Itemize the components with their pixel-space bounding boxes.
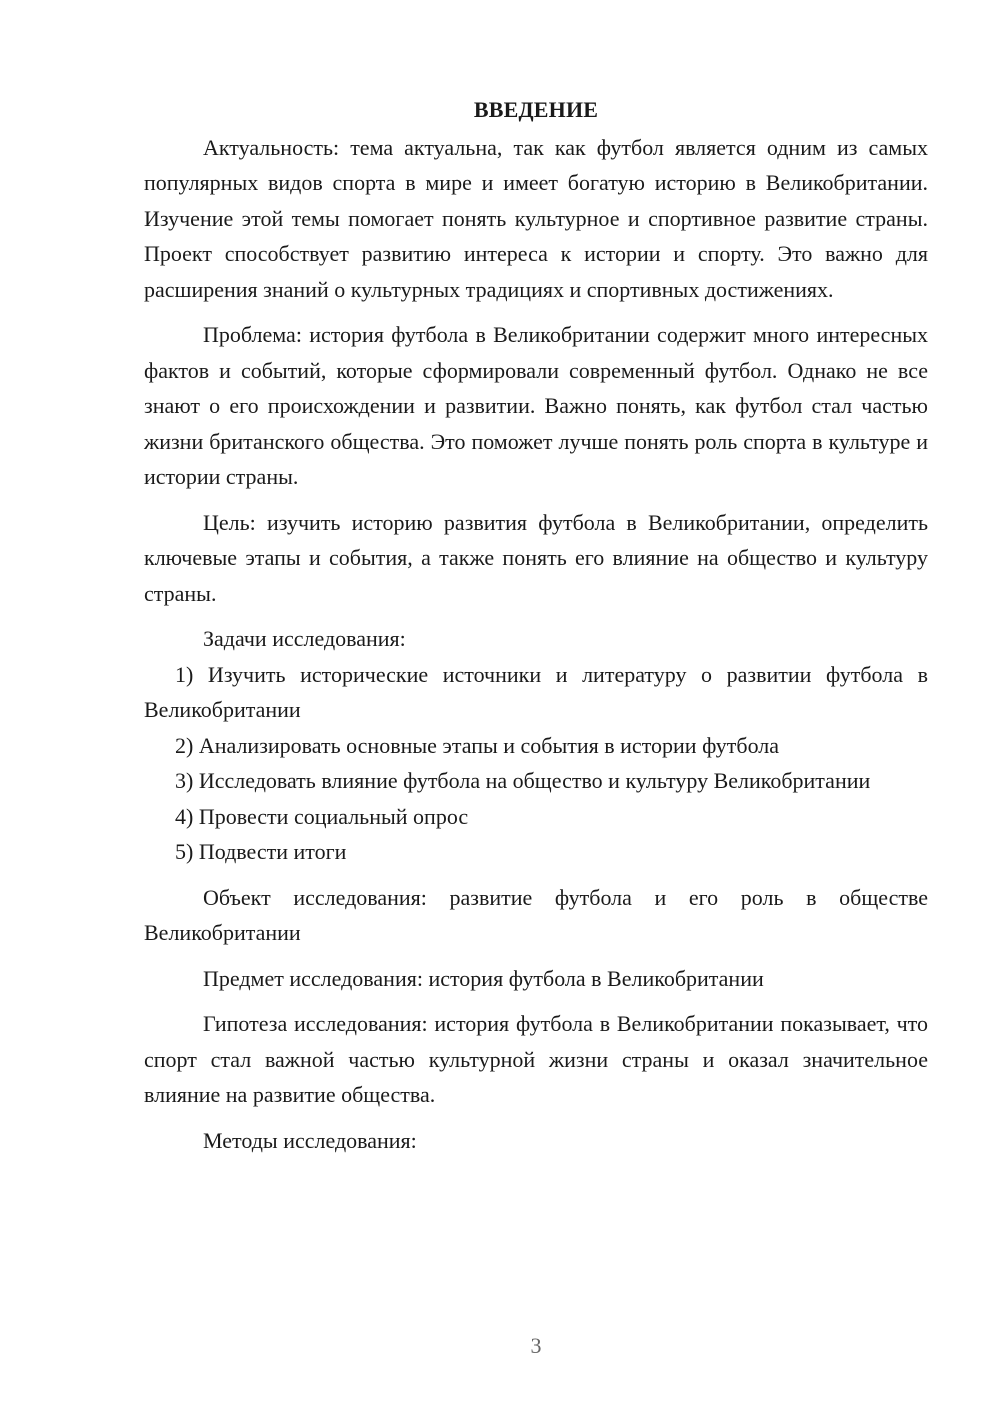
paragraph-goal: Цель: изучить историю развития футбола в Великобритании, определить ключевые этапы и события, а также понять его влияние на общество и культуру страны. bbox=[144, 509, 928, 606]
paragraph-tasks-title: Задачи исследования: bbox=[203, 626, 406, 651]
task-item-4: 4) Провести социальный опрос bbox=[175, 803, 469, 829]
page-number: 3 bbox=[530, 1333, 542, 1358]
paragraph-methods-title: Методы исследования: bbox=[203, 1127, 417, 1153]
paragraph-relevance: Актуальность: тема актуальна, так как футбол является одним из самых популярных видов спорта в мире и имеет богатую историю в Великобритании. Изучение этой темы помогает понять культурное и спортивное развитие страны. Проект способствует развитию интереса к истории и спорту. Это важно для расширения знаний о культурных традициях и спортивных достижениях. bbox=[144, 134, 928, 302]
paragraph-hypothesis: Гипотеза исследования: история футбола в Великобритании показывает, что спорт стал важной частью культурной жизни страны и оказал значительное влияние на развитие общества. bbox=[144, 1011, 928, 1107]
task-item-3: 3) Исследовать влияние футбола на общество и культуру Великобритании bbox=[175, 768, 871, 793]
task-item-1: 1) Изучить исторические источники и литературу о развитии футбола в Великобритании bbox=[144, 661, 928, 722]
paragraph-problem: Проблема: история футбола в Великобритании содержит много интересных фактов и событий, которые сформировали современный футбол. Однако не все знают о его происхождении и развитии. Важно понять, как футбол стал частью жизни британского общества. Это поможет лучше понять роль спорта в культуре и истории страны. bbox=[144, 322, 928, 489]
paragraph-object: Объект исследования: развитие футбола и его роль в обществе Великобритании bbox=[144, 884, 928, 945]
paragraph-subject: Предмет исследования: история футбола в Великобритании bbox=[203, 965, 764, 991]
section-heading: ВВЕДЕНИЕ bbox=[473, 97, 599, 122]
task-item-2: 2) Анализировать основные этапы и события в истории футбола bbox=[175, 732, 780, 758]
page-content bbox=[144, 92, 928, 1158]
task-item-5: 5) Подвести итоги bbox=[175, 839, 347, 864]
